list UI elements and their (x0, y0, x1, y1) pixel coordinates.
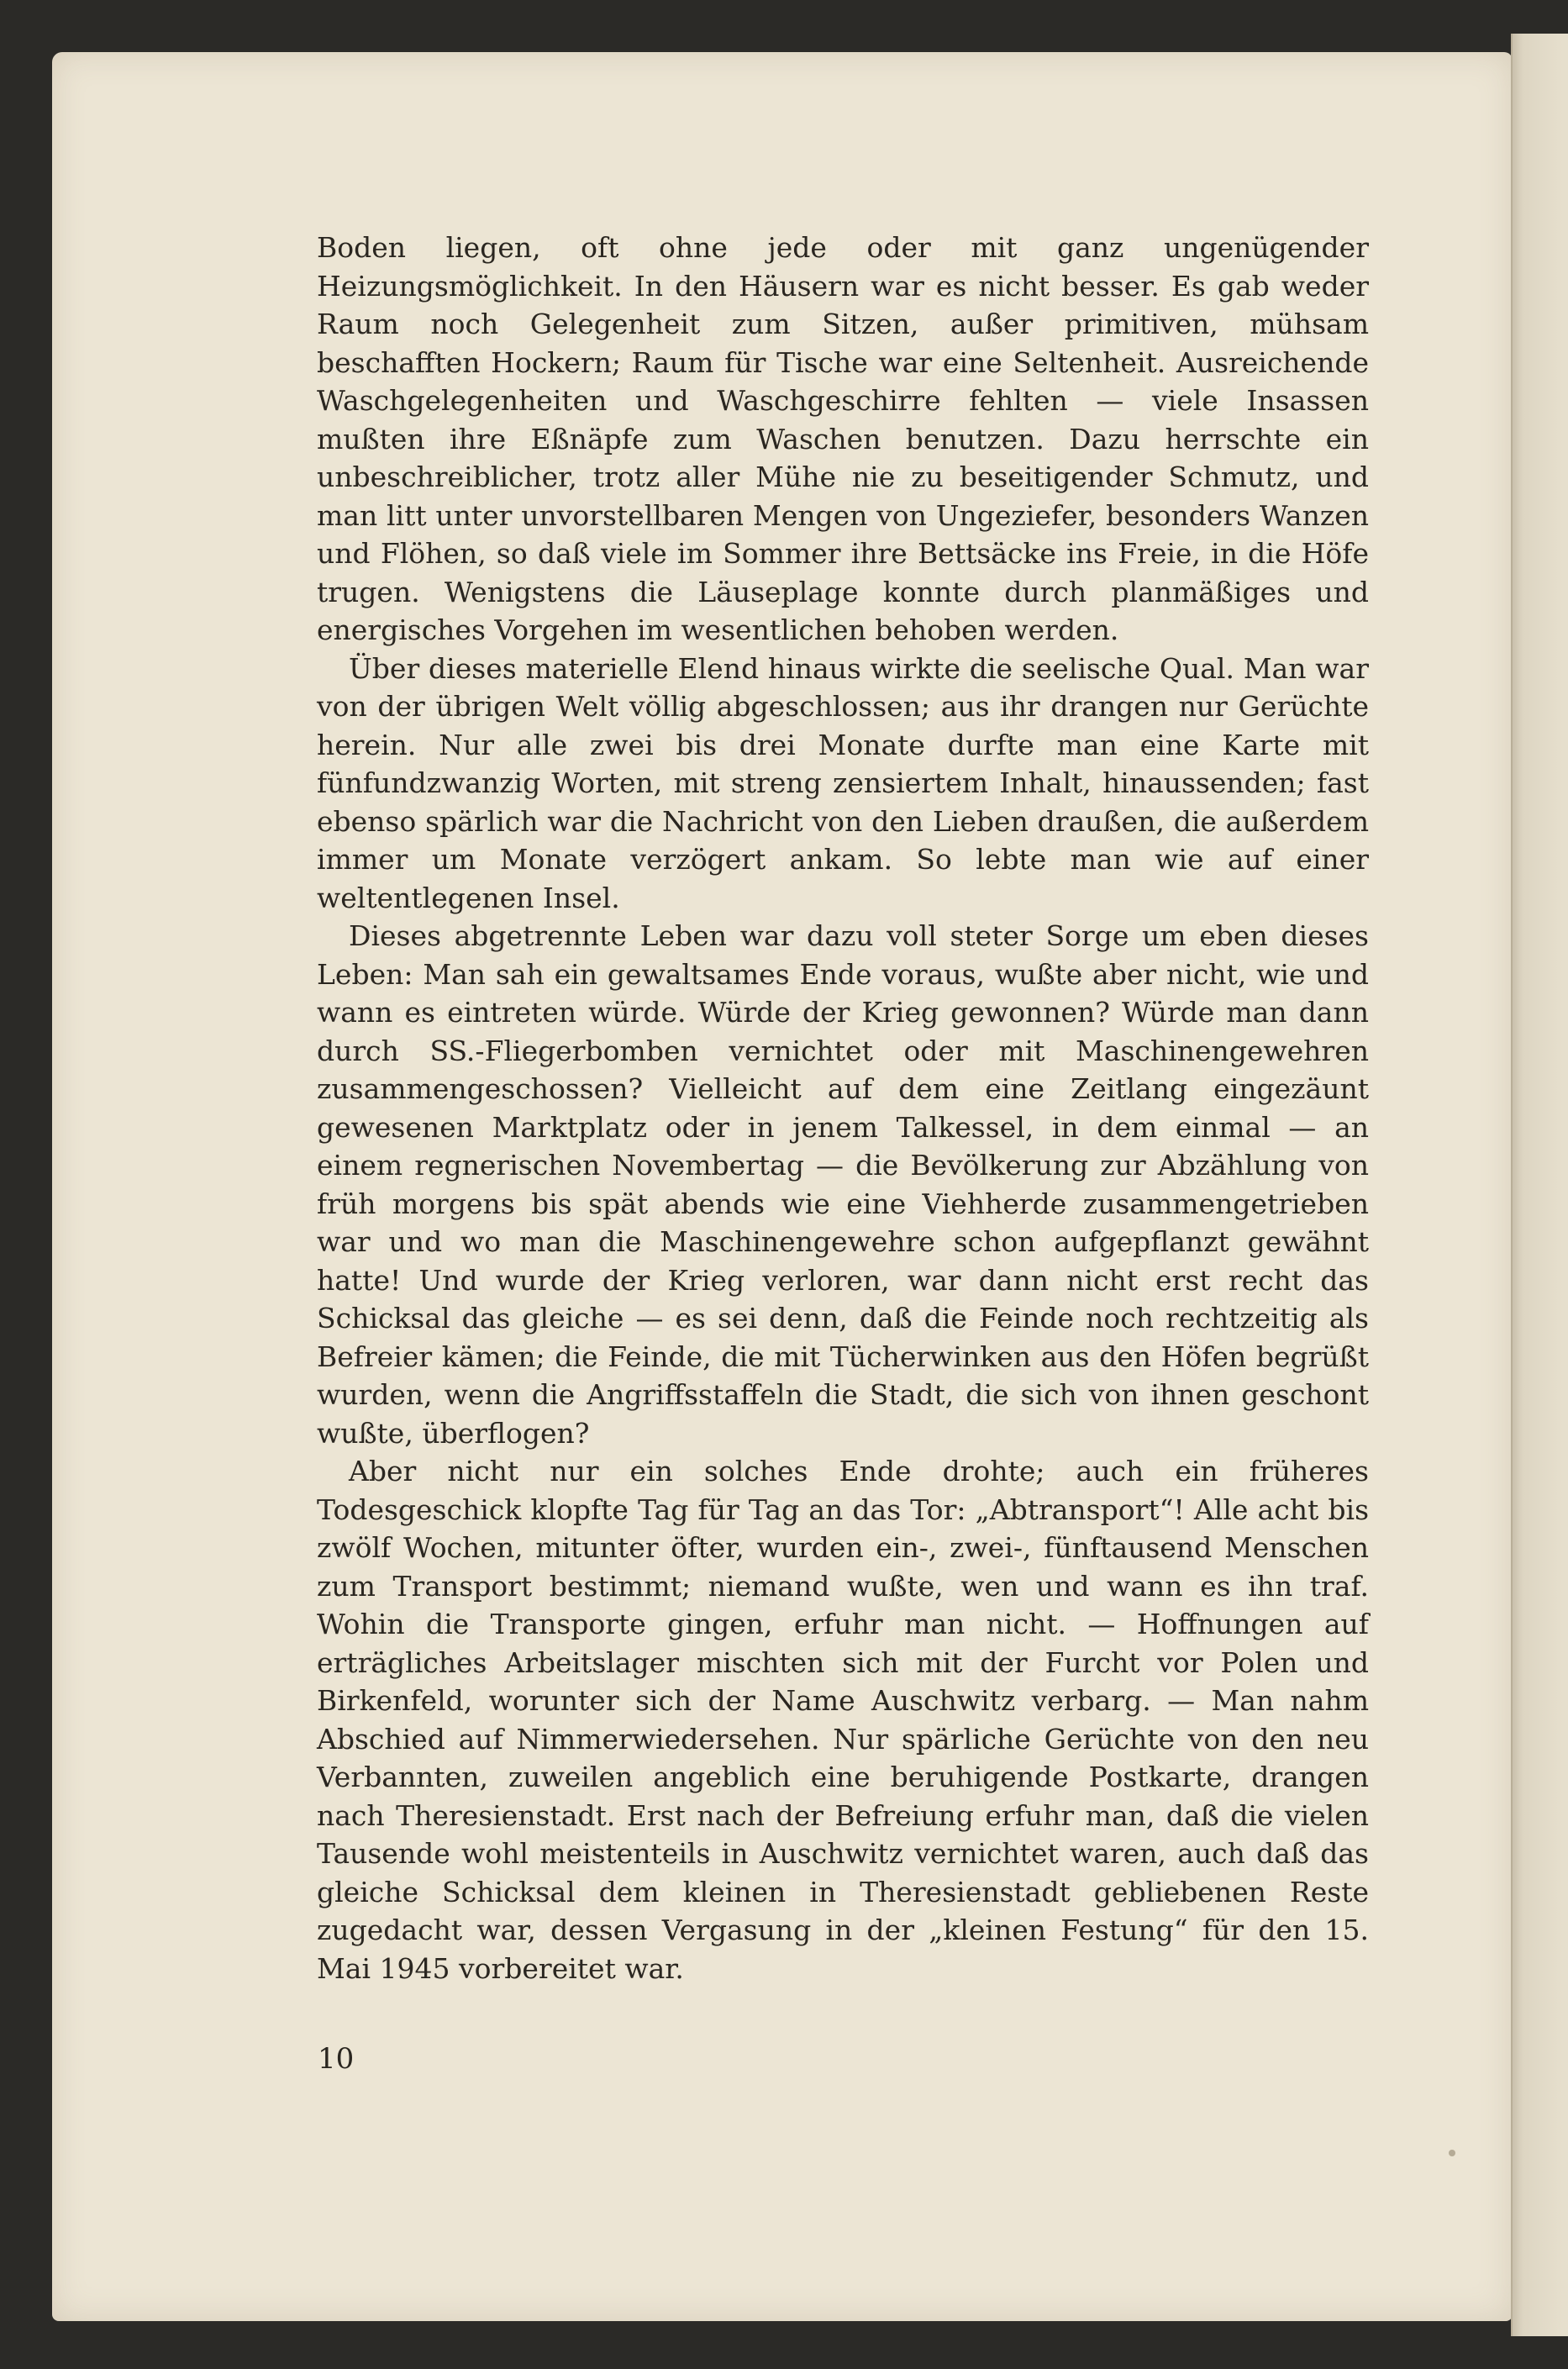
paragraph-3: Dieses abgetrennte Leben war dazu voll steter Sorge um eben dieses Leben: Man sah ein gewaltsames Ende voraus, wußte aber nicht, wie und wann es eintreten würde. Würde der Krieg gewonnen? Würde man dann durch SS.-Fliegerbomben vernichtet oder mit Maschinengewehren zusammengeschossen? Vielleicht auf dem eine Zeitlang eingezäunt gewesenen Marktplatz oder in jenem Talkessel, in dem einmal — an einem regnerischen Novembertag — die Bevölkerung zur Abzählung von früh morgens bis spät abends wie eine Viehherde zusammengetrieben war und wo man die Maschinengewehre schon aufgepflanzt gewähnt hatte! Und wurde der Krieg verloren, war dann nicht erst recht das Schicksal das gleiche — es sei denn, daß die Feinde noch rechtzeitig als Befreier kämen; die Feinde, die mit Tücherwinken aus den Höfen begrüßt wurden, wenn die Angriffsstaffeln die Stadt, die sich von ihnen geschont wußte, überflogen? (317, 919, 1369, 1450)
body-text (317, 229, 1369, 1987)
paper-speck (1449, 2150, 1455, 2156)
paragraph-4: Aber nicht nur ein solches Ende drohte; auch ein früheres Todesgeschick klopfte Tag für Tag an das Tor: „Abtransport“! Alle acht bis zwölf Wochen, mitunter öfter, wurden ein-, zwei-, fünftausend Menschen zum Transport bestimmt; niemand wußte, wen und wann es ihn traf. Wohin die Transporte gingen, erfuhr man nicht. — Hoffnungen auf erträgliches Arbeitslager mischten sich mit der Furcht vor Polen und Birkenfeld, worunter sich der Name Auschwitz verbarg. — Man nahm Abschied auf Nimmerwiedersehen. Nur spärliche Gerüchte von den neu Verbannten, zuweilen angeblich eine beruhigende Postkarte, drangen nach Theresienstadt. Erst nach der Befreiung erfuhr man, daß die vielen Tausende wohl meistenteils in Auschwitz vernichtet waren, auch daß das gleiche Schicksal dem kleinen in Theresienstadt gebliebenen Reste zugedacht war, dessen Vergasung in der „kleinen Festung“ für den 15. Mai 1945 vorbereitet war. (317, 1455, 1369, 1985)
adjacent-page-edge (1511, 34, 1568, 2336)
page-number: 10 (318, 2042, 355, 2076)
book-page (52, 52, 1513, 2321)
paragraph-1: Boden liegen, oft ohne jede oder mit ganz ungenügender Heizungsmöglichkeit. In den Häusern war es nicht besser. Es gab weder Raum noch Gelegenheit zum Sitzen, außer primitiven, mühsam beschafften Hockern; Raum für Tische war eine Seltenheit. Ausreichende Waschgelegenheiten und Waschgeschirre fehlten — viele Insassen mußten ihre Eßnäpfe zum Waschen benutzen. Dazu herrschte ein unbeschreiblicher, trotz aller Mühe nie zu beseitigender Schmutz, und man litt unter unvorstellbaren Mengen von Ungeziefer, besonders Wanzen und Flöhen, so daß viele im Sommer ihre Bettsäcke ins Freie, in die Höfe trugen. Wenigstens die Läuseplage konnte durch planmäßiges und energisches Vorgehen im wesentlichen behoben werden. (317, 231, 1369, 646)
paragraph-2: Über dieses materielle Elend hinaus wirkte die seelische Qual. Man war von der übrigen Welt völlig abgeschlossen; aus ihr drangen nur Gerüchte herein. Nur alle zwei bis drei Monate durfte man eine Karte mit fünfundzwanzig Worten, mit streng zensiertem Inhalt, hinaussenden; fast ebenso spärlich war die Nachricht von den Lieben draußen, die außerdem immer um Monate verzögert ankam. So lebte man wie auf einer weltentlegenen Insel. (317, 651, 1369, 914)
